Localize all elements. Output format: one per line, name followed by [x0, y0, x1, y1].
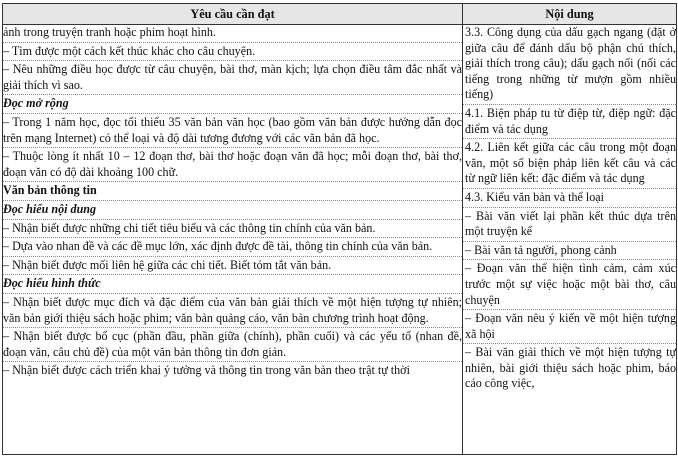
table-row	[3, 25, 677, 455]
requirement-line: – Thuộc lòng ít nhất 10 – 12 đoạn thơ, bài thơ hoặc đoạn văn đã học; mỗi đoạn thơ, bài thơ, đoạn văn có độ dài khoảng 100 chữ.	[3, 149, 462, 182]
section-heading: Đọc hiểu nội dung	[3, 202, 462, 220]
content-line: 4.3. Kiểu văn bản và thể loại	[463, 190, 676, 208]
requirement-line: – Nhận biết được mối liên hệ giữa các chi tiết. Biết tóm tắt văn bản.	[3, 258, 462, 276]
table-header-row	[3, 4, 677, 25]
content-line: – Bài văn tả người, phong cảnh	[463, 243, 676, 261]
requirement-line: – Nhận biết được mục đích và đặc điểm của văn bản giải thích về một hiện tượng tự nhiên; văn bản giới thiệu sách hoặc phim; văn bản quảng cáo, văn bản chương trình hoạt động.	[3, 295, 462, 328]
header-content: Nội dung	[463, 4, 677, 25]
content-cell	[463, 25, 677, 455]
requirement-line: ảnh trong truyện tranh hoặc phim hoạt hình.	[3, 25, 462, 43]
content-line: – Bài văn giải thích về một hiện tượng tự nhiên, bài giới thiệu sách hoặc phim, báo cáo công việc,	[465, 345, 676, 391]
header-requirements: Yêu cầu cần đạt	[3, 4, 463, 25]
requirement-line: – Nhận biết được bố cục (phần đầu, phần giữa (chính), phần cuối) và các yếu tố (nhan đề, đoạn văn, câu chủ đề) của một văn bản thông tin đơn giản.	[3, 329, 462, 362]
requirement-line: – Dựa vào nhan đề và các đề mục lớn, xác định được đề tài, thông tin chính của văn bản.	[3, 239, 462, 257]
requirement-line: – Nêu những điều học được từ câu chuyện, bài thơ, màn kịch; lựa chọn điều tâm đắc nhất và giải thích vì sao.	[3, 62, 462, 95]
requirements-table	[2, 3, 677, 455]
section-heading: Đọc hiểu hình thức	[3, 276, 462, 294]
requirement-line: – Nhận biết được cách triển khai ý tưởng và thông tin trong văn bản theo trật tự thời	[3, 363, 410, 378]
content-line: 3.3. Công dụng của dấu gạch ngang (đặt ở giữa câu để đánh dấu bộ phận chú thích, giải thích trong câu); dấu gạch nối (nối các tiếng trong những từ mượn gồm nhiều tiếng)	[463, 25, 676, 105]
content-line: – Bài văn viết lại phần kết thúc dựa trên một truyện kể	[463, 209, 676, 242]
content-line: 4.1. Biện pháp tu từ điệp từ, điệp ngữ: đặc điểm và tác dụng	[463, 106, 676, 139]
section-heading: Văn bản thông tin	[3, 183, 462, 201]
content-line: – Đoạn văn thể hiện tình cảm, cảm xúc trước một sự việc hoặc một bài thơ, câu chuyện	[463, 261, 676, 310]
requirement-line: – Trong 1 năm học, đọc tối thiểu 35 văn bản văn học (bao gồm văn bản được hướng dẫn đọc trên mạng Internet) có thể loại và độ dài tương đương với các văn bản đã học.	[3, 115, 462, 148]
content-line: – Đoạn văn nêu ý kiến về một hiện tượng xã hội	[463, 311, 676, 344]
requirements-cell	[3, 25, 463, 455]
requirement-line: – Tìm được một cách kết thúc khác cho câu chuyện.	[3, 44, 462, 62]
section-heading: Đọc mở rộng	[3, 96, 462, 114]
requirement-line: – Nhận biết được những chi tiết tiêu biểu và các thông tin chính của văn bản.	[3, 221, 462, 239]
content-line: 4.2. Liên kết giữa các câu trong một đoạn văn, một số biện pháp liên kết câu và các từ ngữ liên kết: đặc điểm và tác dụng	[463, 140, 676, 189]
